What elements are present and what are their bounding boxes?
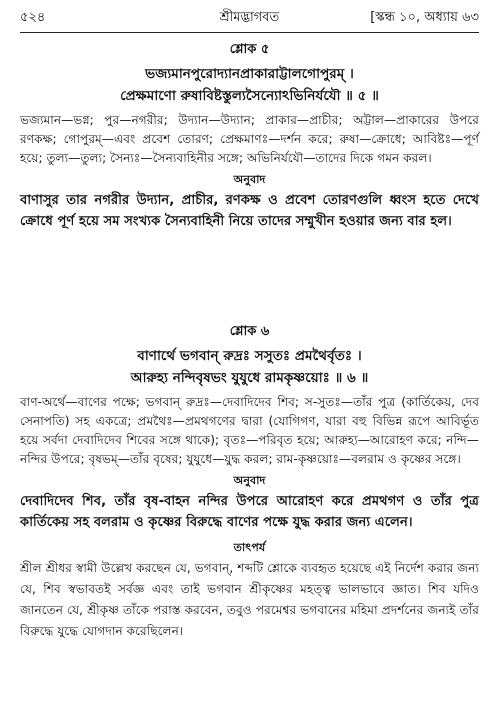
verse-5 (20, 40, 479, 232)
verse-5-heading: শ্লোক ৫ (229, 42, 270, 57)
verse-6-synonyms: বাণ-অর্থে—বাণের পক্ষে; ভগবান্ রুদ্রঃ—দেবাদিদেব শিব; স-সুতঃ—তাঁর পুত্র (কার্তিকেয়, দেব সেনাপতি) সহ একত্রে; প্রমথৈঃ—প্রমথগণের দ্বারা (যোগিগণ, যারা বহু বিভিন্ন রূপে আবির্ভূত হয়ে সর্বদা দেবাদিদেব শিবের সঙ্গে থাকে); বৃতঃ—পরিবৃত হয়ে; আরুহ্য—আরোহণ করে; নন্দি—নন্দির উপরে; বৃষভম্—তাঁর বৃষের; যুযুধে—যুদ্ধ করল; রাম-কৃষ্ণয়োঃ—বলরাম ও কৃষ্ণের সঙ্গে। (20, 395, 479, 466)
page-number: ৫২৪ (20, 10, 46, 25)
book-title: শ্রীমদ্ভাগবত (219, 10, 280, 25)
verse-6-line-2: আরুহ্য নন্দিবৃষভং যুযুধে রামকৃষ্ণয়োঃ ॥ ৬ ॥ (130, 370, 369, 386)
verse-6-translation: দেবাদিদেব শিব, তাঁর বৃষ-বাহন নন্দির উপরে আরোহণ করে প্রমথগণ ও তাঁর পুত্র কার্তিকেয় সহ বলরাম ও কৃষ্ণের বিরুদ্ধে বাণের পক্ষে যুদ্ধ করার জন্য এলেন। (20, 494, 479, 530)
purport-text: শ্রীল শ্রীধর স্বামী উল্লেখ করছেন যে, ভগবান্, শব্দটি শ্লোকে ব্যবহৃত হয়েছে এই নির্দেশ করার জন্য যে, শিব স্বভাবতই সর্বজ্ঞ এবং তাই ভগবান শ্রীকৃষ্ণের মহত্ত্ব ভালভাবে জ্ঞাত। শিব যদিও জানতেন যে, শ্রীকৃষ্ণ তাঁকে পরাস্ত করবেন, তবুও পরমেশ্বর ভগবানের মহিমা প্রদর্শনের জন্যই তাঁর বিরুদ্ধে যুদ্ধে যোগদান করেছিলেন। (20, 561, 479, 638)
verse-5-translation: বাণাসুর তার নগরীর উদ্যান, প্রাচীর, রণকক্ষ ও প্রবেশ তোরণগুলি ধ্বংস হতে দেখে ক্রোধে পূর্ণ হয়ে সম সংখ্যক সৈন্যবাহিনী নিয়ে তাদের সম্মুখীন হওয়ার জন্য বার হল। (20, 193, 479, 229)
section-reference: [স্কন্ধ ১০, অধ্যায় ৬৩ (370, 10, 479, 25)
verse-6-translation-heading: অনুবাদ (233, 474, 266, 487)
verse-6 (20, 322, 479, 642)
verse-5-line-1: ভজ্যমানপুরোদ্যানপ্রাকারাট্টালগোপুরম্ । (145, 66, 354, 82)
verse-6-line-1: বাণার্থে ভগবান্ রুদ্রঃ সসুতঃ প্রমথৈর্বৃতঃ । (137, 348, 362, 364)
verse-5-line-2: প্রেক্ষমাণো রুষাবিষ্টস্তুল্যসৈন্যোঽভিনির্যযৌ ॥ ৫ ॥ (120, 88, 379, 104)
header-rule (20, 32, 479, 33)
purport-heading: তাৎপর্য (233, 541, 266, 554)
verse-5-translation-heading: অনুবাদ (233, 173, 266, 186)
verse-6-heading: শ্লোক ৬ (229, 324, 270, 339)
verse-5-synonyms: ভজ্যমান—ভগ্ন; পুর—নগরীর; উদ্যান—উদ্যান; প্রাকার—প্রাচীর; অট্টাল—প্রাকারের উপরে রণকক্ষ; গোপুরম্—এবং প্রবেশ তোরণ; প্রেক্ষমাণঃ—দর্শন করে; রুষা—ক্রোধে; আবিষ্টঃ—পূর্ণ হয়ে; তুল্য—তুল্য; সৈন্যঃ—সৈন্যবাহিনীর সঙ্গে; অভিনির্যযৌ—তাদের দিকে গমন করল। (20, 113, 479, 165)
running-header (20, 8, 479, 28)
